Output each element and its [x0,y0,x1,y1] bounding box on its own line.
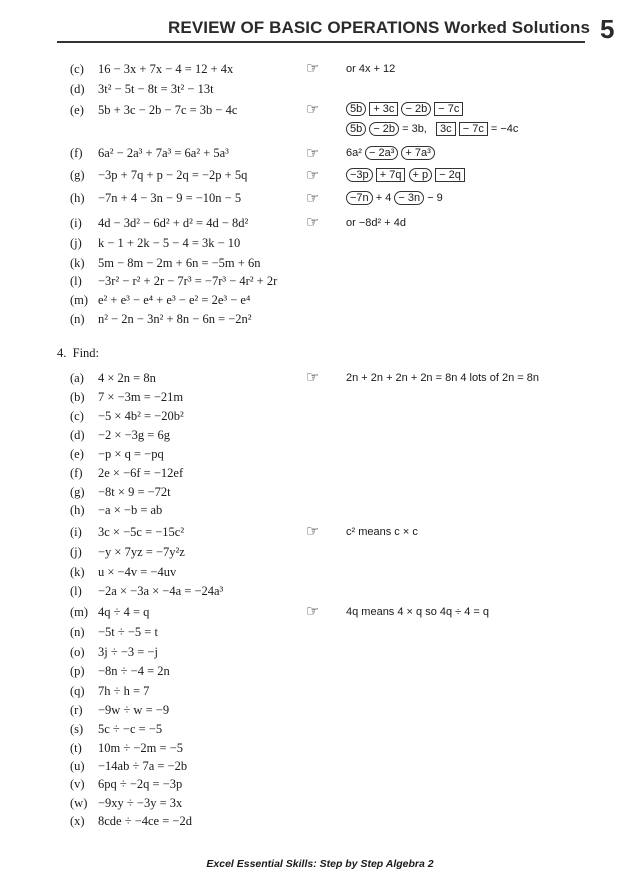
note-f: 6a² − 2a³ + 7a³ [346,146,435,161]
solution-line: (g) −3p + 7q + p − 2q = −2p + 5q [70,168,248,182]
solution-line: (e) −p × q = −pq [70,447,164,461]
note-e-row1: 5b + 3c − 2b − 7c [346,102,463,117]
note-h: −7n + 4 − 3n − 9 [346,191,443,206]
solution-line: (d) 3t² − 5t − 8t = 3t² − 13t [70,82,214,96]
solution-line: (o) 3j ÷ −3 = −j [70,645,158,659]
solution-line: (m) e² + e³ − e⁴ + e³ − e² = 2e³ − e⁴ [70,293,251,307]
solution-line: (l) −3r² − r² + 2r − 7r³ = −7r³ − 4r² + 2r [70,274,278,288]
note-c: or 4x + 12 [346,63,396,75]
solution-line: (i) 4d − 3d² − 6d² + d² = 4d − 8d² [70,216,249,230]
solution-line: (v) 6pq ÷ −2q = −3p [70,777,183,791]
pointing-hand-icon: ☞ [306,602,320,620]
solution-line: (n) n² − 2n − 3n² + 8n − 6n = −2n² [70,312,252,326]
solution-line: (x) 8cde ÷ −4ce = −2d [70,814,192,828]
pointing-hand-icon: ☞ [306,213,320,231]
solution-line: (u) −14ab ÷ 7a = −2b [70,759,188,773]
solution-line: (d) −2 × −3g = 6g [70,428,170,442]
solution-line: (j) −y × 7yz = −7y²z [70,545,185,559]
pointing-hand-icon: ☞ [306,522,320,540]
note-4i: c² means c × c [346,526,418,538]
solution-line: (m) 4q ÷ 4 = q [70,605,150,619]
solution-line: (t) 10m ÷ −2m = −5 [70,741,183,755]
solution-line: (h) −a × −b = ab [70,503,163,517]
note-i: or −8d² + 4d [346,217,406,229]
solution-line: (c) −5 × 4b² = −20b² [70,409,184,423]
solution-line: (j) k − 1 + 2k − 5 − 4 = 3k − 10 [70,236,241,250]
solution-line: (p) −8n ÷ −4 = 2n [70,664,170,678]
pointing-hand-icon: ☞ [306,144,320,162]
note-g: −3p + 7q + p − 2q [346,168,465,183]
note-4m: 4q means 4 × q so 4q ÷ 4 = q [346,606,490,618]
page-title: REVIEW OF BASIC OPERATIONS Worked Solutions [168,18,591,37]
page-footer: Excel Essential Skills: Step by Step Algebra 2 [206,858,434,870]
solution-line: (g) −8t × 9 = −72t [70,485,171,499]
solution-line: (f) 6a² − 2a³ + 7a³ = 6a² + 5a³ [70,146,229,160]
page-number: 5 [600,14,615,44]
solution-line: (n) −5t ÷ −5 = t [70,625,158,639]
header-divider [57,41,585,43]
solution-line: (b) 7 × −3m = −21m [70,390,184,404]
solution-line: (e) 5b + 3c − 2b − 7c = 3b − 4c [70,103,238,117]
solution-line: (s) 5c ÷ −c = −5 [70,722,163,736]
solution-line: (l) −2a × −3a × −4a = −24a³ [70,584,224,598]
solution-line: (i) 3c × −5c = −15c² [70,525,185,539]
solution-line: (a) 4 × 2n = 8n [70,371,156,385]
solution-line: (q) 7h ÷ h = 7 [70,684,150,698]
pointing-hand-icon: ☞ [306,166,320,184]
pointing-hand-icon: ☞ [306,189,320,207]
note-4a: 2n + 2n + 2n + 2n = 8n 4 lots of 2n = 8n [346,372,539,384]
solution-line: (f) 2e × −6f = −12ef [70,466,184,480]
solution-line: (c) 16 − 3x + 7x − 4 = 12 + 4x [70,62,234,76]
solution-line: (k) u × −4v = −4uv [70,565,177,579]
note-e-row2: 5b − 2b = 3b, 3c − 7c = −4c [346,122,518,137]
question-4-heading: 4. Find: [57,346,100,360]
pointing-hand-icon: ☞ [306,59,320,77]
pointing-hand-icon: ☞ [306,100,320,118]
pointing-hand-icon: ☞ [306,368,320,386]
solution-line: (r) −9w ÷ w = −9 [70,703,170,717]
solution-line: (w) −9xy ÷ −3y = 3x [70,796,183,810]
solution-line: (k) 5m − 8m − 2m + 6n = −5m + 6n [70,256,261,270]
solution-line: (h) −7n + 4 − 3n − 9 = −10n − 5 [70,191,242,205]
